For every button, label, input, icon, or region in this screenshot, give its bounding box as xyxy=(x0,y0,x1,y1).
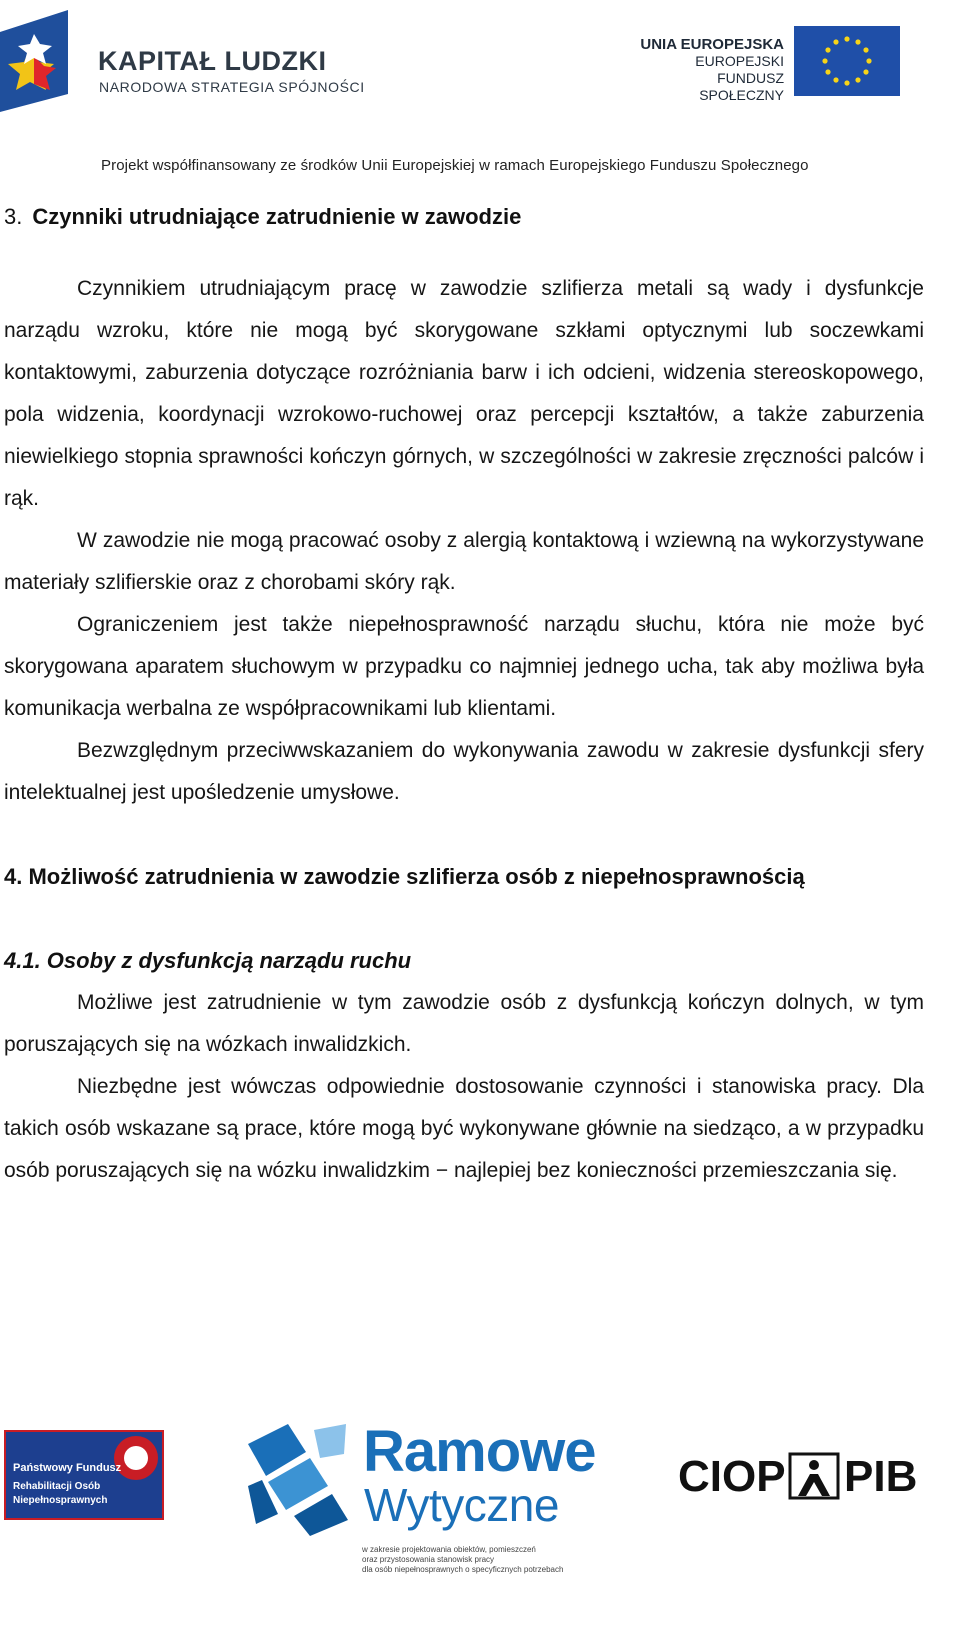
pib-text: PIB xyxy=(844,1452,918,1501)
eu-line-1: UNIA EUROPEJSKA xyxy=(640,36,784,53)
section-4-1-paragraph: Niezbędne jest wówczas odpowiednie dostosowanie czynności i stanowiska pracy. Dla takich osób wskazane są prace, które mogą być wykonywane głównie na siedząco, a w przypadku osób poruszających się na wózku inwalidzkim − najlepiej bez konieczności przemieszczania się. xyxy=(4,1075,924,1182)
section-3-title: Czynniki utrudniające zatrudnienie w zawodzie xyxy=(32,204,522,229)
section-3-paragraph: Bezwzględnym przeciwwskazaniem do wykonywania zawodu w zakresie dysfunkcji sfery intelektualnej jest upośledzenie umysłowe. xyxy=(4,739,924,804)
ramowe-wytyczne-graphic-icon xyxy=(248,1424,358,1536)
ramowe-wytyczne-caption xyxy=(362,1545,563,1575)
eu-line-3: FUNDUSZ SPOŁECZNY xyxy=(699,70,784,103)
wytyczne-title: Wytyczne xyxy=(364,1479,559,1531)
pfron-emblem-inner xyxy=(124,1446,148,1470)
ramowe-title: Ramowe xyxy=(363,1419,596,1484)
ciop-pib-badge-icon xyxy=(788,1452,840,1500)
project-cofinancing-line: Projekt współfinansowany ze środków Unii Europejskiej w ramach Europejskiego Funduszu Społecznego xyxy=(101,157,809,174)
ciop-text: CIOP xyxy=(678,1452,786,1501)
eu-text-block xyxy=(636,36,784,104)
section-3-paragraph: Ograniczeniem jest także niepełnosprawność narządu słuchu, która nie może być skorygowana aparatem słuchowym w przypadku co najmniej jednego ucha, tak aby możliwa była komunikacja werbalna ze współpracownikami lub klientami. xyxy=(4,613,924,720)
caption-line-2: oraz przystosowania stanowisk pracy xyxy=(362,1555,495,1564)
spacer xyxy=(4,814,924,856)
eu-line-2: EUROPEJSKI xyxy=(695,53,784,69)
section-3-paragraph: W zawodzie nie mogą pracować osoby z alergią kontaktową i wziewną na wykorzystywane materiały szlifierskie oraz z chorobami skóry rąk. xyxy=(4,529,924,594)
pfron-line-3: Niepełnosprawnych xyxy=(13,1495,108,1506)
spacer xyxy=(4,238,924,268)
section-3-heading xyxy=(4,196,924,238)
section-4-1-paragraph: Możliwe jest zatrudnienie w tym zawodzie osób z dysfunkcją kończyn dolnych, w tym poruszających się na wózkach inwalidzkich. xyxy=(4,991,924,1056)
caption-line-1: w zakresie projektowania obiektów, pomieszczeń xyxy=(362,1545,536,1554)
kapital-ludzki-logo xyxy=(0,4,365,124)
pfron-line-2: Rehabilitacji Osób xyxy=(13,1481,101,1492)
section-3-paragraph: Czynnikiem utrudniającym pracę w zawodzie szlifierza metali są wady i dysfunkcje narządu wzroku, które nie mogą być skorygowane szkłami optycznymi lub soczewkami kontaktowymi, zaburzenia dotyczące rozróżniania barw i ich odcieni, widzenia stereoskopowego, pola widzenia, koordynacji wzrokowo-ruchowej oraz percepcji kształtów, a także zaburzenia niewielkiego stopnia sprawności kończyn górnych, w szczególności w zakresie zręczności palców i rąk. xyxy=(4,277,924,510)
eu-flag-icon xyxy=(794,26,900,96)
caption-line-3: dla osób niepełnosprawnych o specyficznych potrzebach xyxy=(362,1565,564,1574)
kl-subtitle: NARODOWA STRATEGIA SPÓJNOŚCI xyxy=(99,79,365,95)
pfron-line-1: Państwowy Fundusz xyxy=(13,1462,122,1474)
document-body xyxy=(4,196,924,1192)
pfron-logo xyxy=(4,1430,164,1520)
section-3-number: 3. xyxy=(4,204,23,229)
spacer xyxy=(4,898,924,940)
section-4-heading: 4. Możliwość zatrudnienia w zawodzie szlifierza osób z niepełnosprawnością xyxy=(4,864,805,889)
kl-title: KAPITAŁ LUDZKI xyxy=(98,46,327,76)
section-4-1-heading: 4.1. Osoby z dysfunkcją narządu ruchu xyxy=(4,948,412,973)
kapital-ludzki-star-icon xyxy=(0,4,96,120)
